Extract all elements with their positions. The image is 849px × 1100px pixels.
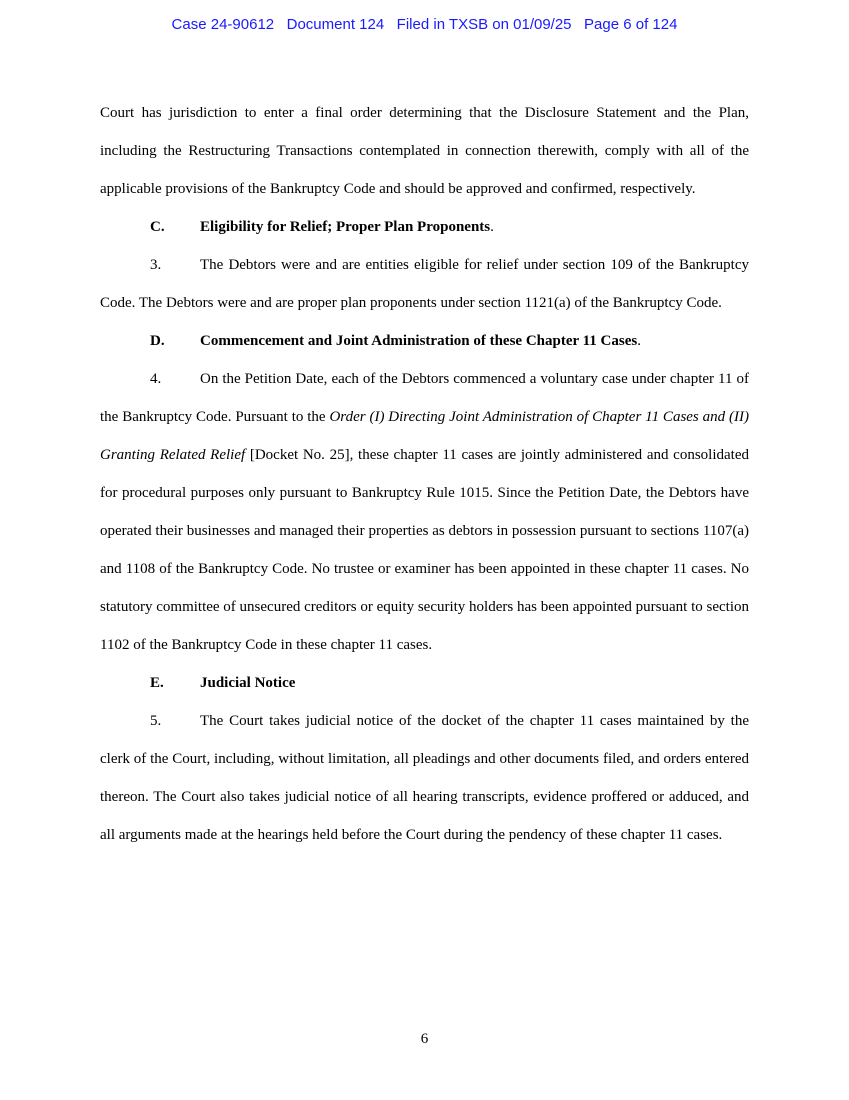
document-body bbox=[100, 94, 749, 854]
section-e-title: Judicial Notice bbox=[200, 675, 296, 691]
page-number: 6 bbox=[420, 1031, 429, 1047]
paragraph-3-number: 3. bbox=[150, 257, 162, 273]
section-c-letter: C. bbox=[150, 219, 165, 235]
section-e-letter: E. bbox=[150, 675, 164, 691]
section-c-title: Eligibility for Relief; Proper Plan Proponents bbox=[200, 219, 491, 235]
joint-administration-order-citation: Order (I) Directing Joint Administration of Chapter 11 Cases and (II) Granting Related Relief bbox=[100, 409, 750, 463]
paragraph-4-number: 4. bbox=[150, 371, 162, 387]
section-d-title: Commencement and Joint Administration of these Chapter 11 Cases bbox=[200, 333, 638, 349]
section-d-letter: D. bbox=[150, 333, 165, 349]
paragraph-5-number: 5. bbox=[150, 713, 162, 729]
paragraph-4-text-start: On the Petition Date, each of the Debtors commenced a voluntary case under chapter 11 of the Bankruptcy Code. Pursuant to the bbox=[100, 371, 749, 425]
section-e-heading bbox=[100, 664, 749, 702]
section-c-period: . bbox=[490, 219, 494, 235]
section-c-heading bbox=[100, 208, 749, 246]
paragraph-4-text-end: [Docket No. 25], these chapter 11 cases are jointly administered and consolidated for procedural purposes only pursuant to Bankruptcy Rule 1015. Since the Petition Date, the Debtors have operated their businesses and managed their properties as debtors in possession pursuant to sections 1107(a) and 1108 of the Bankruptcy Code. No trustee or examiner has been appointed in these chapter 11 cases. No statutory committee of unsecured creditors or equity security holders has been appointed pursuant to section 1102 of the Bankruptcy Code in these chapter 11 cases. bbox=[100, 447, 749, 653]
section-d-heading bbox=[100, 322, 749, 360]
court-filing-stamp: Case 24-90612 Document 124 Filed in TXSB on 01/09/25 Page 6 of 124 bbox=[171, 16, 678, 33]
paragraph-5 bbox=[100, 702, 749, 854]
paragraph-4 bbox=[100, 360, 749, 664]
paragraph-3 bbox=[100, 246, 749, 322]
paragraph-5-text: The Court takes judicial notice of the docket of the chapter 11 cases maintained by the clerk of the Court, including, without limitation, all pleadings and other documents filed, and orders entered thereon. The Court also takes judicial notice of all hearing transcripts, evidence proffered or adduced, and all arguments made at the hearings held before the Court during the pendency of these chapter 11 cases. bbox=[100, 713, 749, 843]
section-d-period: . bbox=[637, 333, 641, 349]
paragraph-3-text: The Debtors were and are entities eligible for relief under section 109 of the Bankruptcy Code. The Debtors were and are proper plan proponents under section 1121(a) of the Bankruptcy Code. bbox=[100, 257, 749, 311]
intro-paragraph: Court has jurisdiction to enter a final order determining that the Disclosure Statement and the Plan, including the Restructuring Transactions contemplated in connection therewith, comply with all of the applicable provisions of the Bankruptcy Code and should be approved and confirmed, respectively. bbox=[100, 105, 749, 197]
